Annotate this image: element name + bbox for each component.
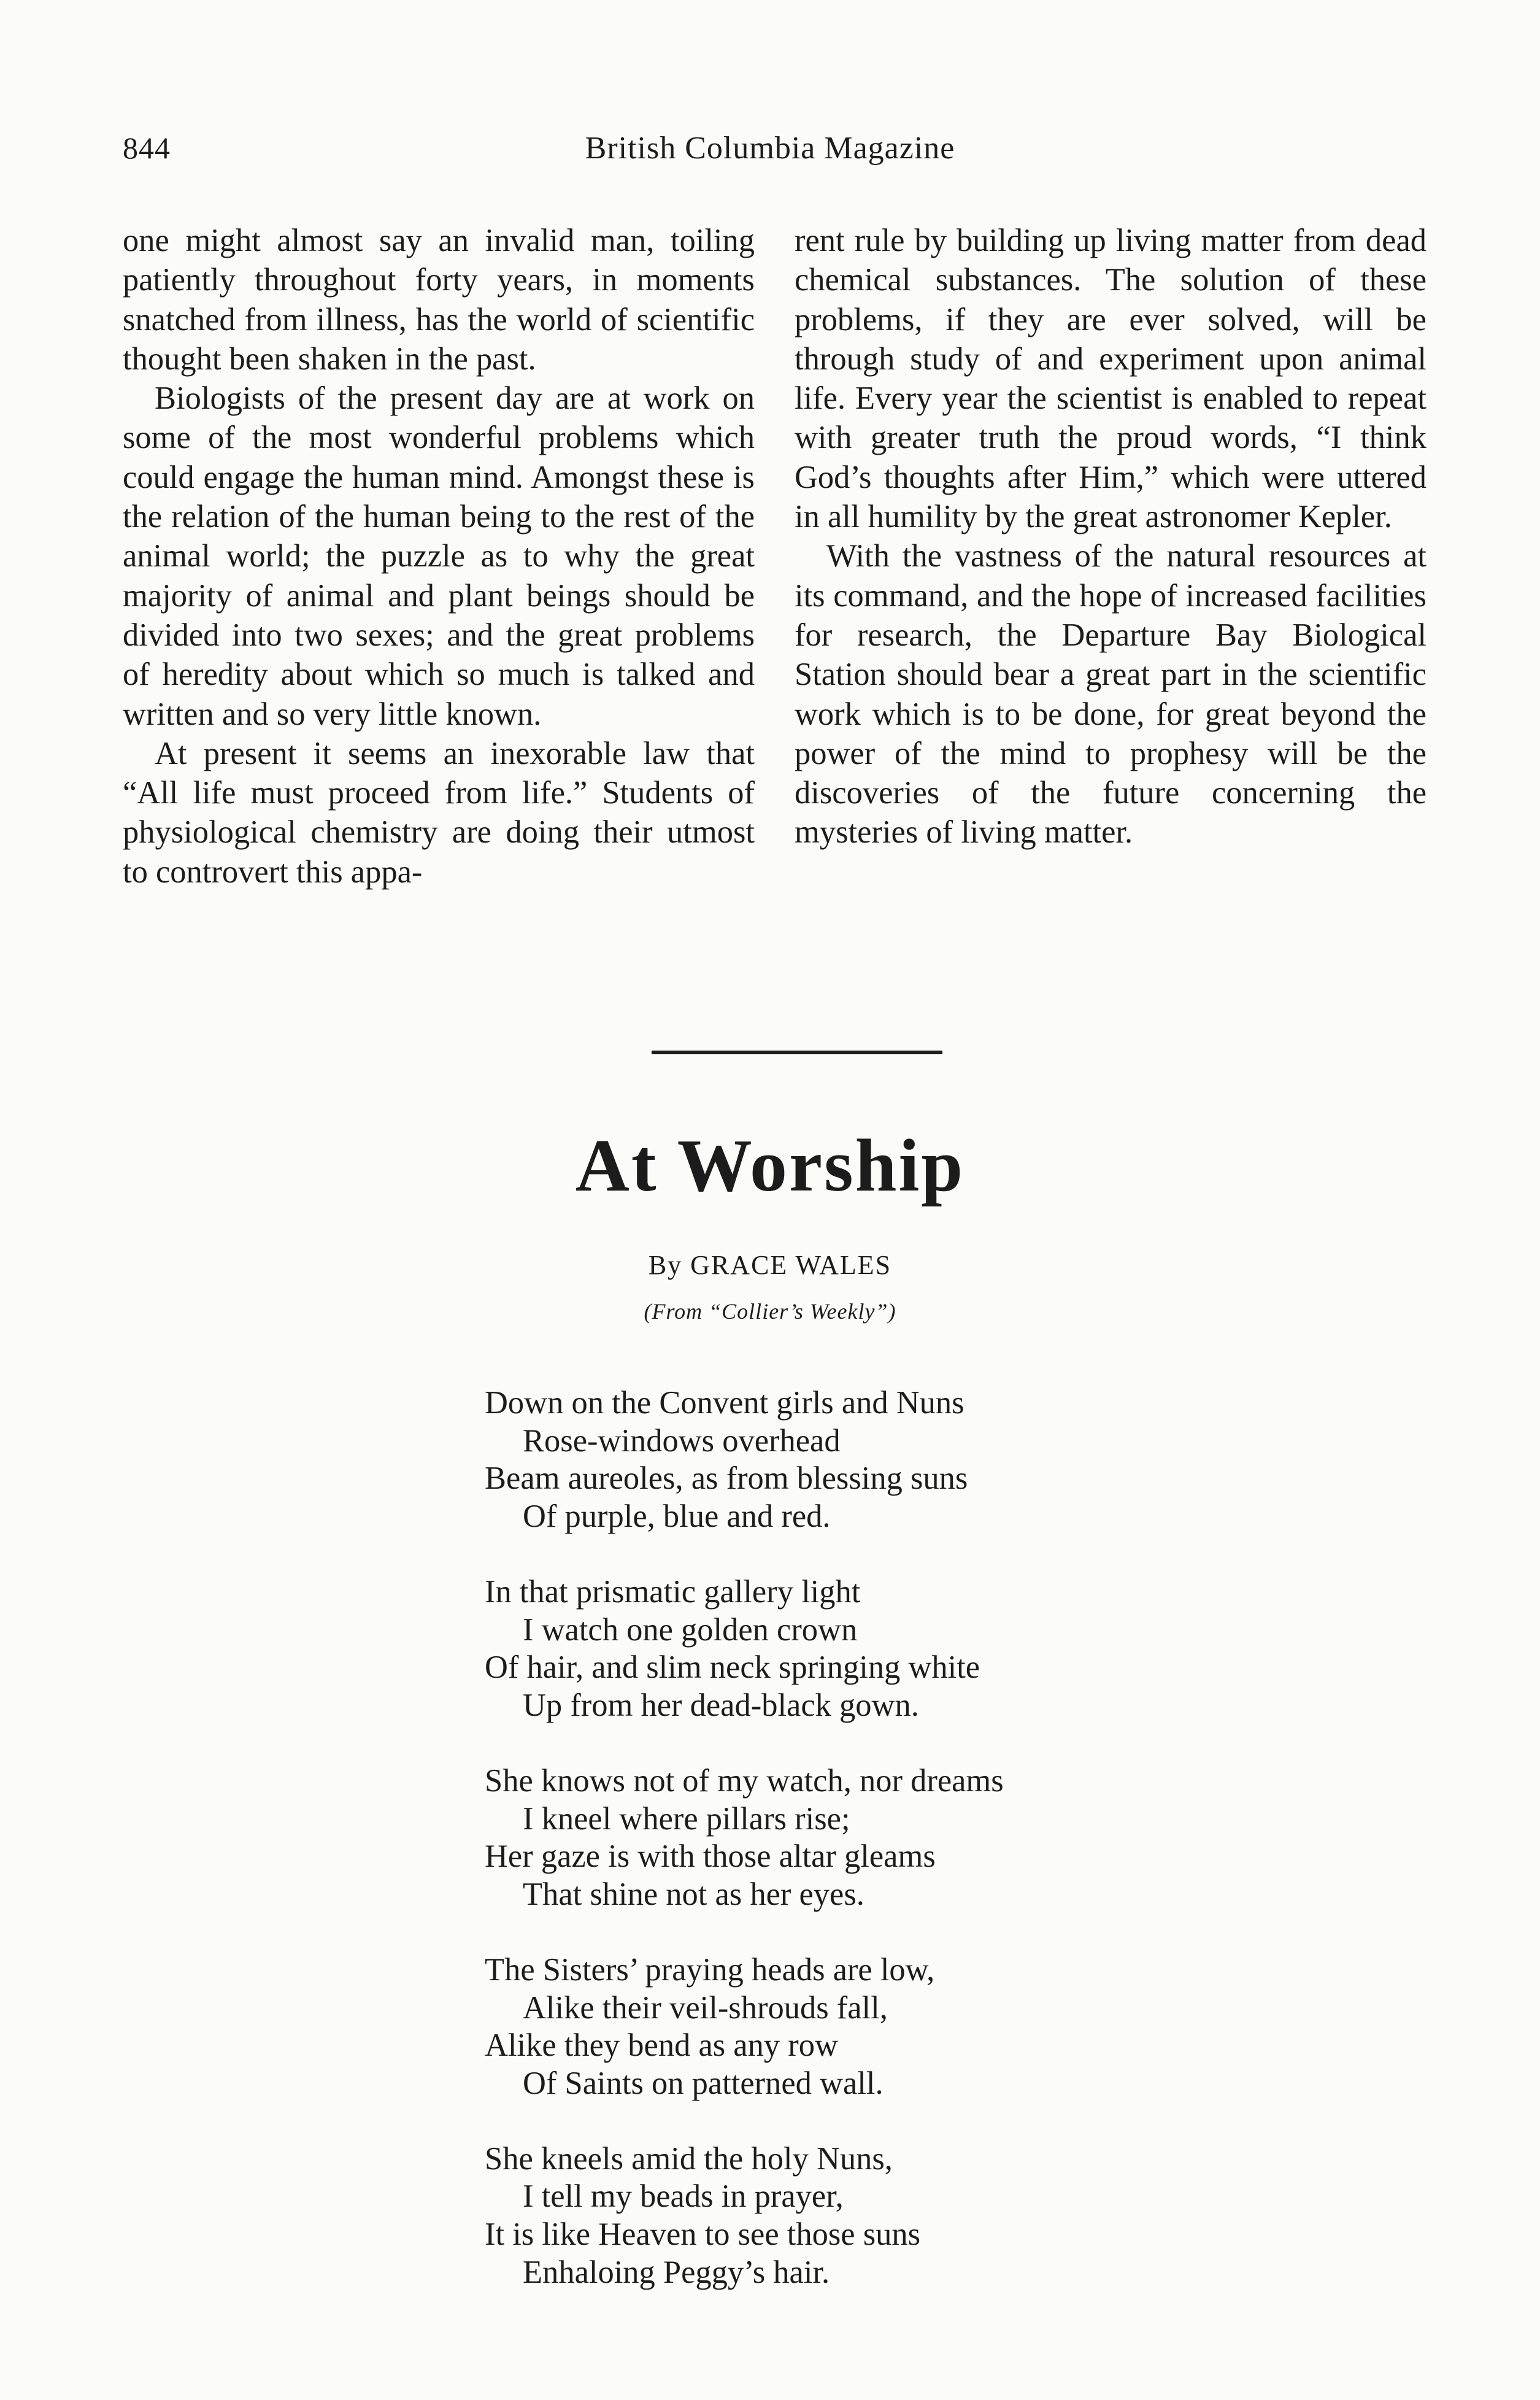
stanza [485,1573,1004,1724]
poem-line: It is like Heaven to see those suns [485,2217,921,2253]
running-head: British Columbia Magazine [585,131,955,166]
poem-line: Her gaze is with those altar gleams [485,1839,936,1875]
poem-body [485,1384,1004,2291]
poem-line: Of purple, blue and red. [523,1498,831,1534]
paragraph: rent rule by building up living matter from dead chemical substances. The solution of these problems, if they are ever solved, will be through study of and experiment upon animal life. Every year the scientist is enabled to repeat with greater truth the proud words, “I think God’s thoughts after Him,” which were uttered in all humility by the great astronomer Kepler. [795,223,1426,535]
poem-line: She knows not of my watch, nor dreams [485,1762,1004,1799]
poem-line: Alike their veil-shrouds fall, [523,1989,888,2026]
paragraph: With the vastness of the natural resources at its command, and the hope of increased facilities for research, the Departure Bay Biological Station should bear a great part in the scientific work which is to be done, for great beyond the power of the mind to prophesy will be the discoveries of the future concerning the mysteries of living matter. [795,538,1426,851]
poem-line: Rose-windows overhead [523,1422,841,1459]
page-number: 844 [123,131,171,165]
poem-line: Down on the Convent girls and Nuns [485,1385,964,1421]
poem-line: Enhaloing Peggy’s hair. [523,2254,830,2290]
paragraph: Biologists of the present day are at work on some of the most wonderful problems which could engage the human mind. Amongst these is the relation of the human being to the rest of the animal world; the puzzle as to why the great majority of animal and plant beings should be divided into two sexes; and the great problems of heredity about which so much is talked and written and so very little known. [123,380,755,732]
poem-line: Alike they bend as any row [485,2028,838,2064]
paragraph: one might almost say an invalid man, toiling patiently throughout forty years, in moments snatched from illness, has the world of scientific thought been shaken in the past. [123,223,755,377]
paragraph: At present it seems an inexorable law that “All life must proceed from life.” Students of physiological chemistry are doing their utmost to controvert this appa- [123,735,755,890]
stanza [485,1951,1004,2102]
article-right-column [795,221,1426,852]
poem-line: I kneel where pillars rise; [523,1800,850,1837]
poem-line: That shine not as her eyes. [523,1876,864,1912]
poem-title: At Worship [575,1124,965,1207]
poem-line: I tell my beads in prayer, [523,2178,844,2215]
poem-line: Beam aureoles, as from blessing suns [485,1460,968,1497]
article-left-column [123,221,755,892]
poem-line: She kneels amid the holy Nuns, [485,2140,893,2177]
poem-line: Of hair, and slim neck springing white [485,1650,980,1686]
poem-source: (From “Collier’s Weekly”) [644,1299,896,1324]
section-divider [652,1051,942,1054]
poem-line: Up from her dead-black gown. [523,1687,919,1723]
poem-line: In that prismatic gallery light [485,1573,861,1610]
stanza [485,2140,1004,2291]
stanza [485,1384,1004,1535]
stanza [485,1762,1004,1913]
poem-line: I watch one golden crown [523,1611,858,1648]
poem-line: The Sisters’ praying heads are low, [485,1951,935,1988]
poem-line: Of Saints on patterned wall. [523,2065,884,2101]
poem-byline: By GRACE WALES [648,1250,892,1280]
